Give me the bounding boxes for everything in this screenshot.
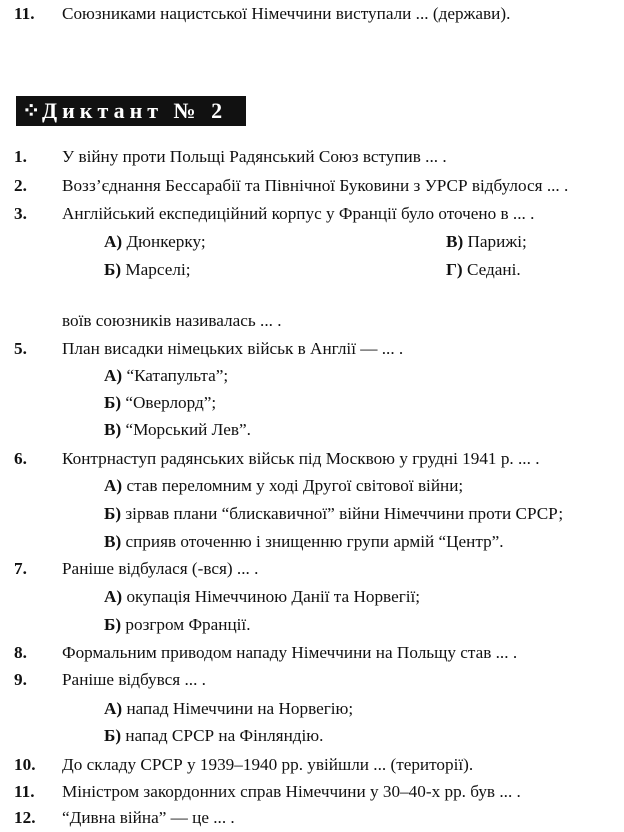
dictation-banner xyxy=(16,96,246,126)
option-text: “Оверлорд”; xyxy=(125,393,217,412)
question-number: 12. xyxy=(14,808,36,827)
question-number: 7. xyxy=(14,559,27,578)
option-text: напад СРСР на Фінляндію. xyxy=(125,726,324,745)
question-number: 8. xyxy=(14,643,27,662)
question-text: “Дивна війна” — це ... . xyxy=(62,808,235,827)
option-b xyxy=(104,613,251,637)
question-text: Раніше відбулася (-вся) ... . xyxy=(62,559,259,578)
option-text: напад Німеччини на Норвегію; xyxy=(126,699,354,718)
option-v xyxy=(446,230,527,254)
option-key: А) xyxy=(104,232,123,251)
question-text: Англійський експедиційний корпус у Франції було оточено в ... . xyxy=(62,204,535,223)
question-number: 3. xyxy=(14,204,27,223)
option-text: розгром Франції. xyxy=(125,615,251,634)
question-number: 1. xyxy=(14,147,27,166)
question-number: 5. xyxy=(14,339,27,358)
question-text: Контрнаступ радянських військ під Москвою у грудні 1941 р. ... . xyxy=(62,449,540,468)
question-number: 10. xyxy=(14,755,36,774)
option-text: “Катапульта”; xyxy=(126,366,229,385)
option-g xyxy=(446,258,521,282)
question-text: Союзниками нацистської Німеччини виступали ... (держави). xyxy=(62,4,511,23)
option-text: став переломним у ході Другої світової війни; xyxy=(126,476,464,495)
option-b xyxy=(104,391,216,415)
option-text: “Морський Лев”. xyxy=(125,420,251,439)
option-a xyxy=(104,474,463,498)
option-text: зірвав плани “блискавичної” війни Німеччини проти СРСР; xyxy=(125,504,564,523)
option-key: Б) xyxy=(104,504,122,523)
option-a xyxy=(104,230,206,254)
option-key: Б) xyxy=(104,260,122,279)
question-number: 11. xyxy=(14,782,35,801)
question-text: Раніше відбувся ... . xyxy=(62,670,206,689)
option-text: Дюнкерку; xyxy=(126,232,206,251)
question-text: До складу СРСР у 1939–1940 рр. увійшли ... (території). xyxy=(62,755,474,774)
question-text: Міністром закордонних справ Німеччини у 30–40-х рр. був ... . xyxy=(62,782,521,801)
option-a xyxy=(104,697,353,721)
option-text: Марселі; xyxy=(125,260,191,279)
option-key: Б) xyxy=(104,393,122,412)
question-number: 2. xyxy=(14,176,27,195)
option-key: А) xyxy=(104,366,123,385)
option-key: В) xyxy=(104,532,122,551)
question-text: Возз’єднання Бессарабії та Північної Буковини з УРСР відбулося ... . xyxy=(62,176,569,195)
banner-ornament: ⁘ xyxy=(22,98,41,123)
question-number: 9. xyxy=(14,670,27,689)
option-key: А) xyxy=(104,699,123,718)
option-key: Б) xyxy=(104,726,122,745)
option-key: А) xyxy=(104,476,123,495)
question-text: План висадки німецьких військ в Англії — ... . xyxy=(62,339,404,358)
option-key: Б) xyxy=(104,615,122,634)
option-key: В) xyxy=(104,420,122,439)
option-v xyxy=(104,530,504,554)
question-text-cont: воїв союзників називалась ... . xyxy=(62,311,282,330)
option-b xyxy=(104,502,563,526)
question-number: 6. xyxy=(14,449,27,468)
question-text: Формальним приводом нападу Німеччини на Польщу став ... . xyxy=(62,643,518,662)
option-text: окупація Німеччиною Данії та Норвегії; xyxy=(126,587,421,606)
option-key: А) xyxy=(104,587,123,606)
option-key: Г) xyxy=(446,260,463,279)
option-b xyxy=(104,258,191,282)
option-key: В) xyxy=(446,232,464,251)
banner-title: Диктант № 2 xyxy=(42,98,228,123)
question-text: У війну проти Польщі Радянський Союз вступив ... . xyxy=(62,147,447,166)
option-text: Парижі; xyxy=(467,232,527,251)
option-b xyxy=(104,724,323,748)
option-v xyxy=(104,418,251,442)
option-a xyxy=(104,364,228,388)
question-number: 11. xyxy=(14,4,35,23)
option-text: сприяв оточенню і знищенню групи армій “Центр”. xyxy=(125,532,504,551)
option-a xyxy=(104,585,420,609)
option-text: Седані. xyxy=(466,260,521,279)
